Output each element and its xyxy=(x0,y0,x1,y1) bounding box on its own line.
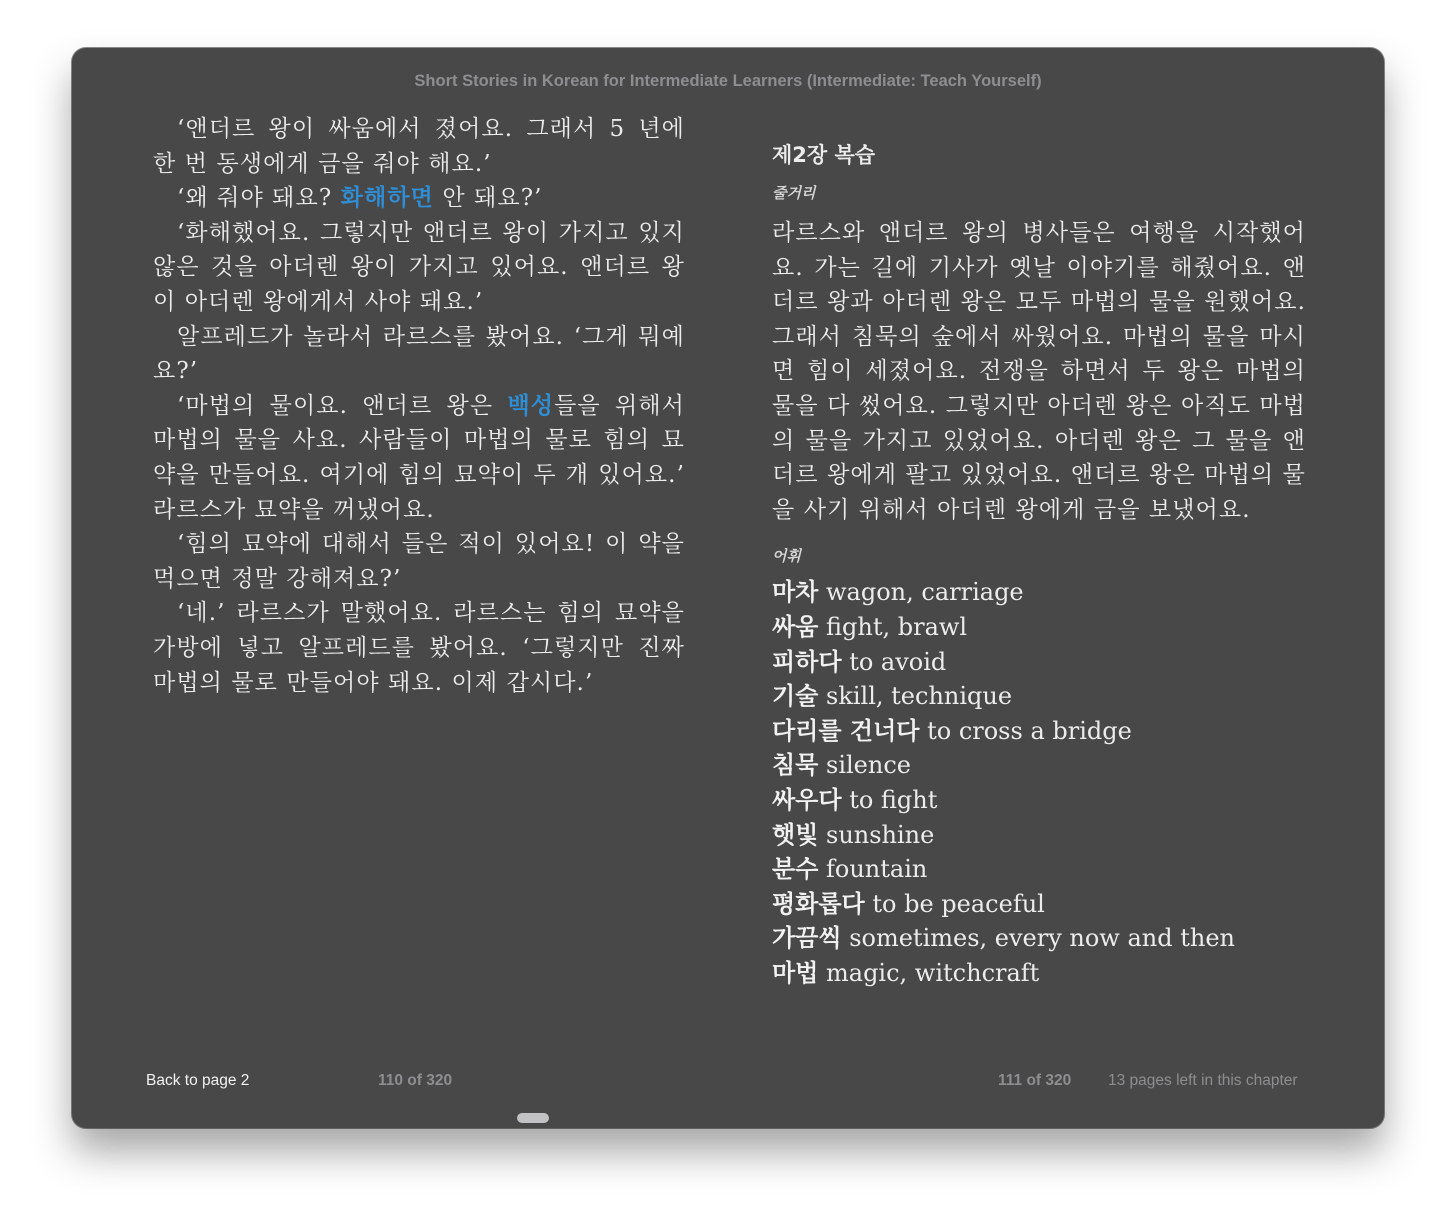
story-paragraph xyxy=(153,389,685,527)
vocab-label: 어휘 xyxy=(772,547,801,566)
story-text: ‘힘의 묘약에 대해서 들은 적이 있어요! 이 약을 먹으면 정말 강해져요?’ xyxy=(153,531,685,592)
vocab-term: 가끔씩 xyxy=(772,924,842,953)
vocab-term: 피하다 xyxy=(772,647,842,676)
story-paragraph xyxy=(153,527,685,596)
vocab-item xyxy=(772,714,1306,749)
story-text: ‘마법의 물이요. 앤더르 왕은 xyxy=(177,392,508,419)
vocab-highlight-link[interactable]: 화해하면 xyxy=(340,185,434,212)
story-paragraph xyxy=(153,181,685,216)
vocab-definition: fight, brawl xyxy=(818,612,968,641)
vocab-item xyxy=(772,921,1306,956)
vocab-item xyxy=(772,887,1306,922)
vocab-definition: sometimes, every now and then xyxy=(841,924,1235,953)
page-scrubber-handle[interactable] xyxy=(517,1113,549,1123)
vocab-definition: to avoid xyxy=(841,647,947,676)
vocab-definition: skill, technique xyxy=(818,682,1013,711)
vocab-definition: magic, witchcraft xyxy=(818,958,1040,987)
right-page[interactable] xyxy=(772,136,1306,990)
story-paragraph xyxy=(153,216,685,320)
story-paragraph xyxy=(153,112,685,181)
vocab-definition: wagon, carriage xyxy=(818,578,1024,607)
book-reader-window xyxy=(72,48,1384,1128)
vocab-item xyxy=(772,610,1306,645)
vocab-item xyxy=(772,783,1306,818)
story-text: 안 돼요?’ xyxy=(433,185,543,212)
story-text: ‘왜 줘야 돼요? xyxy=(177,185,341,212)
vocab-list xyxy=(772,575,1306,990)
vocab-highlight-link[interactable]: 백성 xyxy=(507,392,555,419)
summary-label: 줄거리 xyxy=(772,184,816,202)
story-text: ‘네.’ 라르스가 말했어요. 라르스는 힘의 묘약을 가방에 넣고 알프레드를 봤어요. ‘그렇지만 진짜 마법의 물로 만들어야 돼요. 이제 갑시다.’ xyxy=(153,600,685,696)
vocab-definition: to fight xyxy=(841,785,938,814)
vocab-definition: to be peaceful xyxy=(864,889,1045,918)
back-to-page-link[interactable]: Back to page 2 xyxy=(146,1072,250,1089)
story-text: 알프레드가 놀라서 라르스를 봤어요. ‘그게 뭐예요?’ xyxy=(153,323,685,385)
left-page[interactable] xyxy=(153,112,685,700)
vocab-term: 햇빛 xyxy=(772,820,819,849)
chapter-heading: 제2장 복습 xyxy=(772,143,876,167)
vocab-item xyxy=(772,748,1306,783)
book-title: Short Stories in Korean for Intermediate Learners (Intermediate: Teach Yourself) xyxy=(414,72,1042,90)
vocab-item xyxy=(772,575,1306,610)
vocab-item xyxy=(772,679,1306,714)
vocab-term: 분수 xyxy=(772,855,819,884)
pages-left-in-chapter: 13 pages left in this chapter xyxy=(1108,1072,1298,1089)
story-text: ‘앤더르 왕이 싸움에서 졌어요. 그래서 5 년에 한 번 동생에게 금을 줘야 해요.’ xyxy=(153,116,685,177)
vocab-term: 싸움 xyxy=(772,612,819,641)
summary-text: 라르스와 앤더르 왕의 병사들은 여행을 시작했어요. 가는 길에 기사가 옛날 이야기를 해줬어요. 앤더르 왕과 아더렌 왕은 모두 마법의 물을 원했어요. 그래서 침묵의 숲에서 싸웠어요. 마법의 물을 마시면 힘이 세졌어요. 전쟁을 하면서 두 왕은 마법의 물을 다 썼어요. 그렇지만 아더렌 왕은 아직도 마법의 물을 가지고 있었어요. 아더렌 왕은 그 물을 앤더르 왕에게 팔고 있었어요. 앤더르 왕은 마법의 물을 사기 위해서 아더렌 왕에게 금을 보냈어요. xyxy=(772,220,1306,523)
vocab-item xyxy=(772,818,1306,853)
vocab-term: 마차 xyxy=(772,578,819,607)
story-text: 들을 위해서 마법의 물을 사요. 사람들이 마법의 물로 힘의 묘약을 만들어요. 여기에 힘의 묘약이 두 개 있어요.’ 라르스가 묘약을 꺼냈어요. xyxy=(153,392,685,523)
vocab-definition: sunshine xyxy=(818,820,935,849)
vocab-item xyxy=(772,956,1306,991)
vocab-item xyxy=(772,645,1306,680)
story-paragraph xyxy=(153,596,685,700)
story-paragraph xyxy=(153,320,685,389)
vocab-term: 싸우다 xyxy=(772,785,842,814)
vocab-definition: silence xyxy=(818,751,911,780)
vocab-term: 마법 xyxy=(772,958,819,987)
left-page-number: 110 of 320 xyxy=(378,1072,453,1089)
right-page-number: 111 of 320 xyxy=(998,1072,1072,1089)
vocab-term: 평화롭다 xyxy=(772,889,865,918)
left-page-text xyxy=(153,112,685,700)
vocab-term: 침묵 xyxy=(772,751,819,780)
story-text: ‘화해했어요. 그렇지만 앤더르 왕이 가지고 있지 않은 것을 아더렌 왕이 가지고 있어요. 앤더르 왕이 아더렌 왕에게서 사야 돼요.’ xyxy=(153,219,685,315)
vocab-definition: to cross a bridge xyxy=(919,716,1132,745)
vocab-term: 다리를 건너다 xyxy=(772,716,920,745)
vocab-term: 기술 xyxy=(772,682,819,711)
vocab-definition: fountain xyxy=(818,855,928,884)
vocab-item xyxy=(772,852,1306,887)
